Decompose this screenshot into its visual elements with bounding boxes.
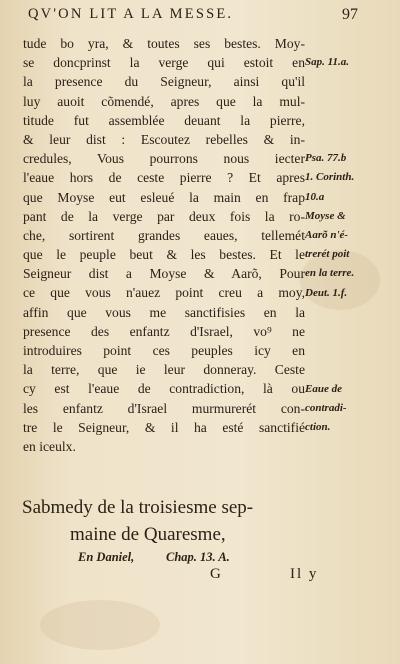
text-line: affin que vous me sanctifisies en la xyxy=(23,304,305,320)
text-line: presence des enfantz d'Israel, vo⁹ ne xyxy=(23,323,305,339)
citation-chapter: Chap. 13. A. xyxy=(166,550,230,564)
margin-note: 10.a xyxy=(305,190,325,203)
text-line: luy auoit cõmendé, apres que la mul- xyxy=(23,93,305,109)
text-line: tude bo yra, & toutes ses bestes. Moy- xyxy=(23,36,305,51)
section-heading-line: maine de Quaresme, xyxy=(70,524,226,545)
text-line: tre le Seigneur, & il ha esté sanctifié xyxy=(23,419,305,435)
text-line: che, sortirent grandes eaues, tellemét xyxy=(23,227,305,243)
running-head-title: QV'ON LIT A LA MESSE. xyxy=(28,6,234,22)
margin-note: Sap. 11.a. xyxy=(305,56,350,69)
margin-note: Moyse & xyxy=(305,209,346,222)
text-line: la terre, que ie leur donneray. Ceste xyxy=(23,362,305,378)
text-line: se doncprinst la verge qui estoit en xyxy=(23,55,305,71)
page-number: 97 xyxy=(342,6,358,23)
text-line: l'eaue hors de ceste pierre ? Et apres xyxy=(23,170,305,186)
paper-stain xyxy=(40,600,160,650)
signature-mark: G xyxy=(210,566,224,582)
text-line: cy est l'eaue de contradiction, là ou xyxy=(23,381,305,397)
running-head xyxy=(28,6,358,30)
margin-note: 1. Corinth. xyxy=(305,171,355,184)
text-line: titude fut assemblée deuant la pierre, xyxy=(23,112,305,128)
text-line: que Moyse eut esleué la main en frap xyxy=(23,189,305,205)
text-line: & leur dist : Escoutez rebelles & in- xyxy=(23,131,305,147)
margin-note: en la terre. xyxy=(305,267,355,280)
text-line: introduires point ces peuples icy en xyxy=(23,343,305,358)
section-heading xyxy=(22,494,322,548)
text-line: credules, Vous pourrons nous iecter xyxy=(23,151,305,167)
margin-note: contradi- xyxy=(305,401,347,414)
text-line: en iceulx. xyxy=(23,438,76,454)
margin-note: ction. xyxy=(305,421,331,433)
margin-note: Aarõ n'é- xyxy=(305,229,349,241)
margin-note: trerét poit xyxy=(305,248,350,261)
margin-note: Eaue de xyxy=(305,382,342,395)
section-heading-line: Sabmedy de la troisiesme sep- xyxy=(22,497,254,518)
text-line: que le peuple beut & les bestes. Et le xyxy=(23,247,305,263)
text-line: Seigneur dist a Moyse & Aarõ, Pour xyxy=(23,266,305,282)
margin-note: Psa. 77.b xyxy=(305,152,347,165)
citation-book: En Daniel, xyxy=(78,550,135,564)
text-line: ce que vous n'auez point creu a moy, xyxy=(23,285,305,301)
catchword: Il y xyxy=(290,566,319,582)
margin-note: Deut. 1.f. xyxy=(305,286,348,299)
text-line: la presence du Seigneur, ainsi qu'il xyxy=(23,74,305,90)
body-text xyxy=(23,34,305,456)
text-line: pant de la verge par deux fois la ro- xyxy=(23,208,305,224)
text-line: les enfantz d'Israel murmurerét con- xyxy=(23,400,305,416)
scripture-citation xyxy=(78,550,230,565)
